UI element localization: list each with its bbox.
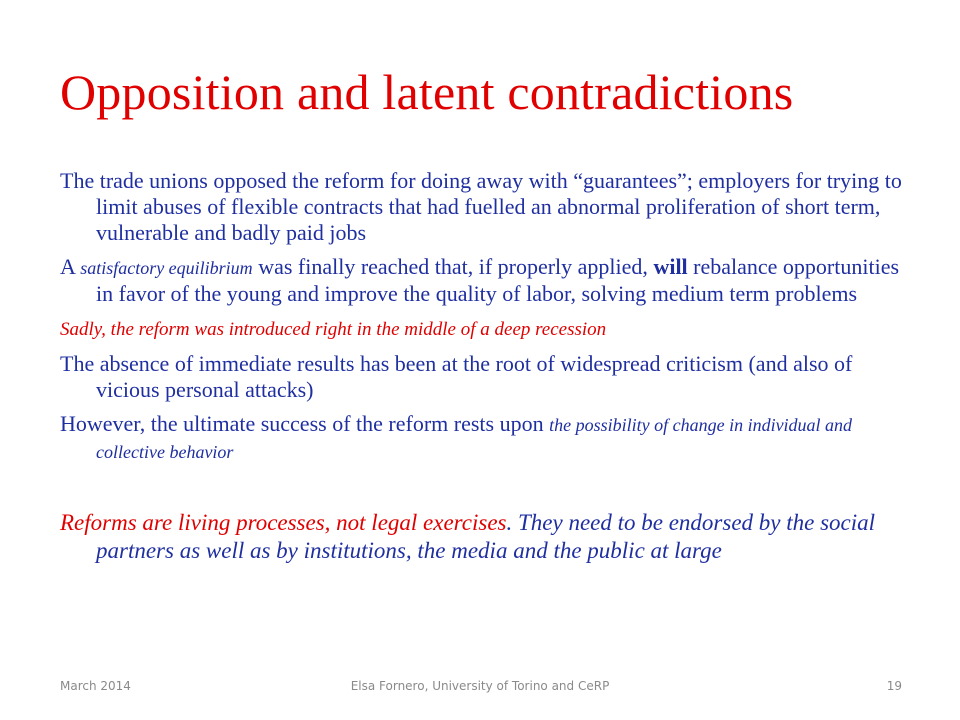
paragraph-success-text: However, the ultimate success of the reform rests upon xyxy=(60,411,550,436)
paragraph-recession-text: Sadly, the reform was introduced right in the middle of a deep recession xyxy=(60,319,607,340)
paragraph-unions xyxy=(60,168,905,246)
paragraph-equilibrium-text-a: A xyxy=(60,254,81,279)
paragraph-success xyxy=(60,411,905,465)
paragraph-success-italic: the possibility of change in individual and collective behavior xyxy=(96,415,853,462)
paragraph-criticism xyxy=(60,351,905,403)
paragraph-equilibrium-bold: will xyxy=(653,254,688,279)
paragraph-closing xyxy=(60,509,905,565)
slide-footer xyxy=(0,679,960,699)
paragraph-equilibrium xyxy=(60,254,905,307)
paragraph-closing-red: Reforms are living processes, not legal exercises xyxy=(60,510,507,535)
paragraph-criticism-text: The absence of immediate results has been at the root of widespread criticism (and also of vicious personal attacks) xyxy=(60,351,853,402)
footer-page-number: 19 xyxy=(886,679,902,693)
paragraph-unions-text: The trade unions opposed the reform for doing away with “guarantees”; employers for trying to limit abuses of flexible contracts that had fuelled an abnormal proliferation of short term, vulnerable and badly paid jobs xyxy=(60,168,902,245)
slide-body xyxy=(60,168,905,573)
paragraph-closing-blue: . They need to be endorsed by the social partners as well as by institutions, the media and the public at large xyxy=(96,510,876,563)
footer-date: March 2014 xyxy=(60,679,131,693)
footer-author: Elsa Fornero, University of Torino and CeRP xyxy=(350,679,610,693)
paragraph-equilibrium-text-b: was finally reached that, if properly applied, xyxy=(252,254,654,279)
paragraph-equilibrium-text-c: rebalance opportunities in favor of the young and improve the quality of labor, solving medium term problems xyxy=(96,254,900,306)
slide-title: Opposition and latent contradictions xyxy=(60,64,794,120)
paragraph-equilibrium-italic: satisfactory equilibrium xyxy=(80,258,253,278)
paragraph-recession xyxy=(60,315,905,343)
